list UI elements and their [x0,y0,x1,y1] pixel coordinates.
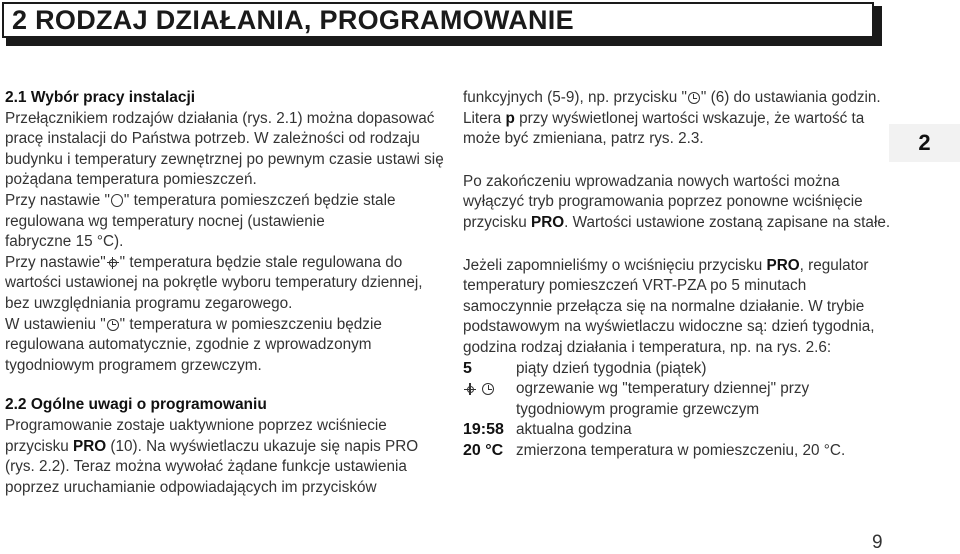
text-fragment: przycisku [5,437,73,455]
pro-button-line [5,437,445,458]
text-line: wyłączyć tryb programowania poprzez ponowne wciśnięcie [463,193,863,211]
legend-text: zmierzona temperatura w pomieszczeniu, 20 °C. [516,441,846,459]
text-line: Przełącznikiem rodzajów działania (rys. 2.1) można dopasować [5,109,435,127]
text-line: Po zakończeniu wprowadzania nowych wartości można [463,172,840,190]
text-line: poprzez uruchamianie odpowiadających im przycisków [5,478,377,496]
section-2-1-heading: 2.1 Wybór pracy instalacji [5,89,196,106]
text-fragment: " temperatura w pomieszczeniu będzie [119,315,382,333]
text-line: (rys. 2.2). Teraz można wywołać żądane funkcje ustawienia [5,458,407,476]
legend-row [463,441,893,462]
chapter-tab: 2 [889,124,960,162]
text-line: może być zmieniana, patrz rys. 2.3. [463,130,704,148]
legend-row [463,359,893,380]
page-number: 9 [872,532,883,553]
text-line: pożądana temperatura pomieszczeń. [5,171,257,189]
pro-label: PRO [531,213,565,231]
text-fragment: Przy nastawie " [5,191,110,209]
text-line: godzina rodzaj działania i temperatura, np. na rys. 2.6: [463,338,832,356]
hours-button-line [463,88,893,109]
legend-key: 5 [463,359,472,377]
right-column [463,88,893,462]
left-column [5,88,445,498]
text-line: samoczynnie przełącza się na normalne działanie. W trybie [463,297,865,315]
p-letter-line [463,109,893,130]
text-line: temperatury pomieszczeń VRT-PZA po 5 minutach [463,277,807,295]
legend-key-icons [463,379,516,400]
title-banner [2,2,882,44]
text-fragment: , regulator [799,256,869,274]
legend-row [463,400,893,421]
legend-key: 20 °C [463,441,504,459]
text-fragment: Litera [463,109,506,127]
pro-label: PRO [73,437,107,455]
text-fragment: " temperatura pomieszczeń będzie stale [123,191,396,209]
legend-text: ogrzewanie wg "temperatury dziennej" przy [516,380,810,398]
day-setting-line [5,253,445,274]
text-fragment: przycisku [463,213,531,231]
sun-icon [107,257,119,269]
text-fragment: . Wartości ustawione zostaną zapisane na stałe. [564,213,891,231]
pro-forgot-line [463,256,893,277]
title-box [2,2,874,38]
auto-setting-line [5,315,445,336]
pro-label: PRO [766,256,800,274]
text-line: regulowana wg temperatury nocnej (ustawienie [5,212,325,230]
legend-row [463,379,893,400]
clock-icon [482,383,494,395]
section-2-2-heading: 2.2 Ogólne uwagi o programowaniu [5,396,267,414]
text-line: pracę instalacji do Państwa potrzeb. W zależności od rodzaju [5,130,420,148]
pro-save-line [463,213,893,234]
text-line: wartości ustawionej na pokrętle wyboru temperatury dziennej, [5,274,423,292]
text-fragment: przy wyświetlonej wartości wskazuje, że wartość ta [514,109,865,127]
legend-key: 19:58 [463,421,504,439]
legend-key [463,400,516,421]
sun-icon [464,383,476,395]
text-fragment: " (6) do ustawiania godzin. [700,89,881,106]
text-line: tygodniowym programem grzewczym. [5,356,262,374]
legend-row [463,420,893,441]
text-fragment: " temperatura będzie stale regulowana do [119,253,403,271]
text-fragment: Przy nastawie" [5,253,106,271]
night-setting-line [5,191,445,212]
legend-text: aktualna godzina [516,421,632,439]
moon-icon [111,194,123,207]
text-fragment: (10). Na wyświetlaczu ukazuje się napis PRO [106,437,419,455]
legend-text: tygodniowym programie grzewczym [516,400,760,418]
clock-icon [107,319,119,331]
text-line: fabryczne 15 °C). [5,233,124,251]
text-line: Programowanie zostaje uaktywnione poprzez wciśniecie [5,416,387,434]
clock-icon [688,92,700,104]
p-letter: p [505,109,515,127]
text-fragment: W ustawieniu " [5,315,106,333]
text-fragment: funkcyjnych (5-9), np. przycisku " [463,89,687,106]
legend-text: piąty dzień tygodnia (piątek) [516,359,707,377]
text-line: budynku i temperatury zewnętrznej po pewnym czasie ustawi się [5,150,444,168]
text-fragment: Jeżeli zapomnieliśmy o wciśnięciu przycisku [463,256,767,274]
page-title: 2 RODZAJ DZIAŁANIA, PROGRAMOWANIE [12,4,574,35]
text-line: regulowana automatycznie, zgodnie z wprowadzonym [5,336,372,354]
text-line: bez uwzględniania programu zegarowego. [5,294,293,312]
text-line: podstawowym na wyświetlaczu widoczne są: dzień tygodnia, [463,318,875,336]
